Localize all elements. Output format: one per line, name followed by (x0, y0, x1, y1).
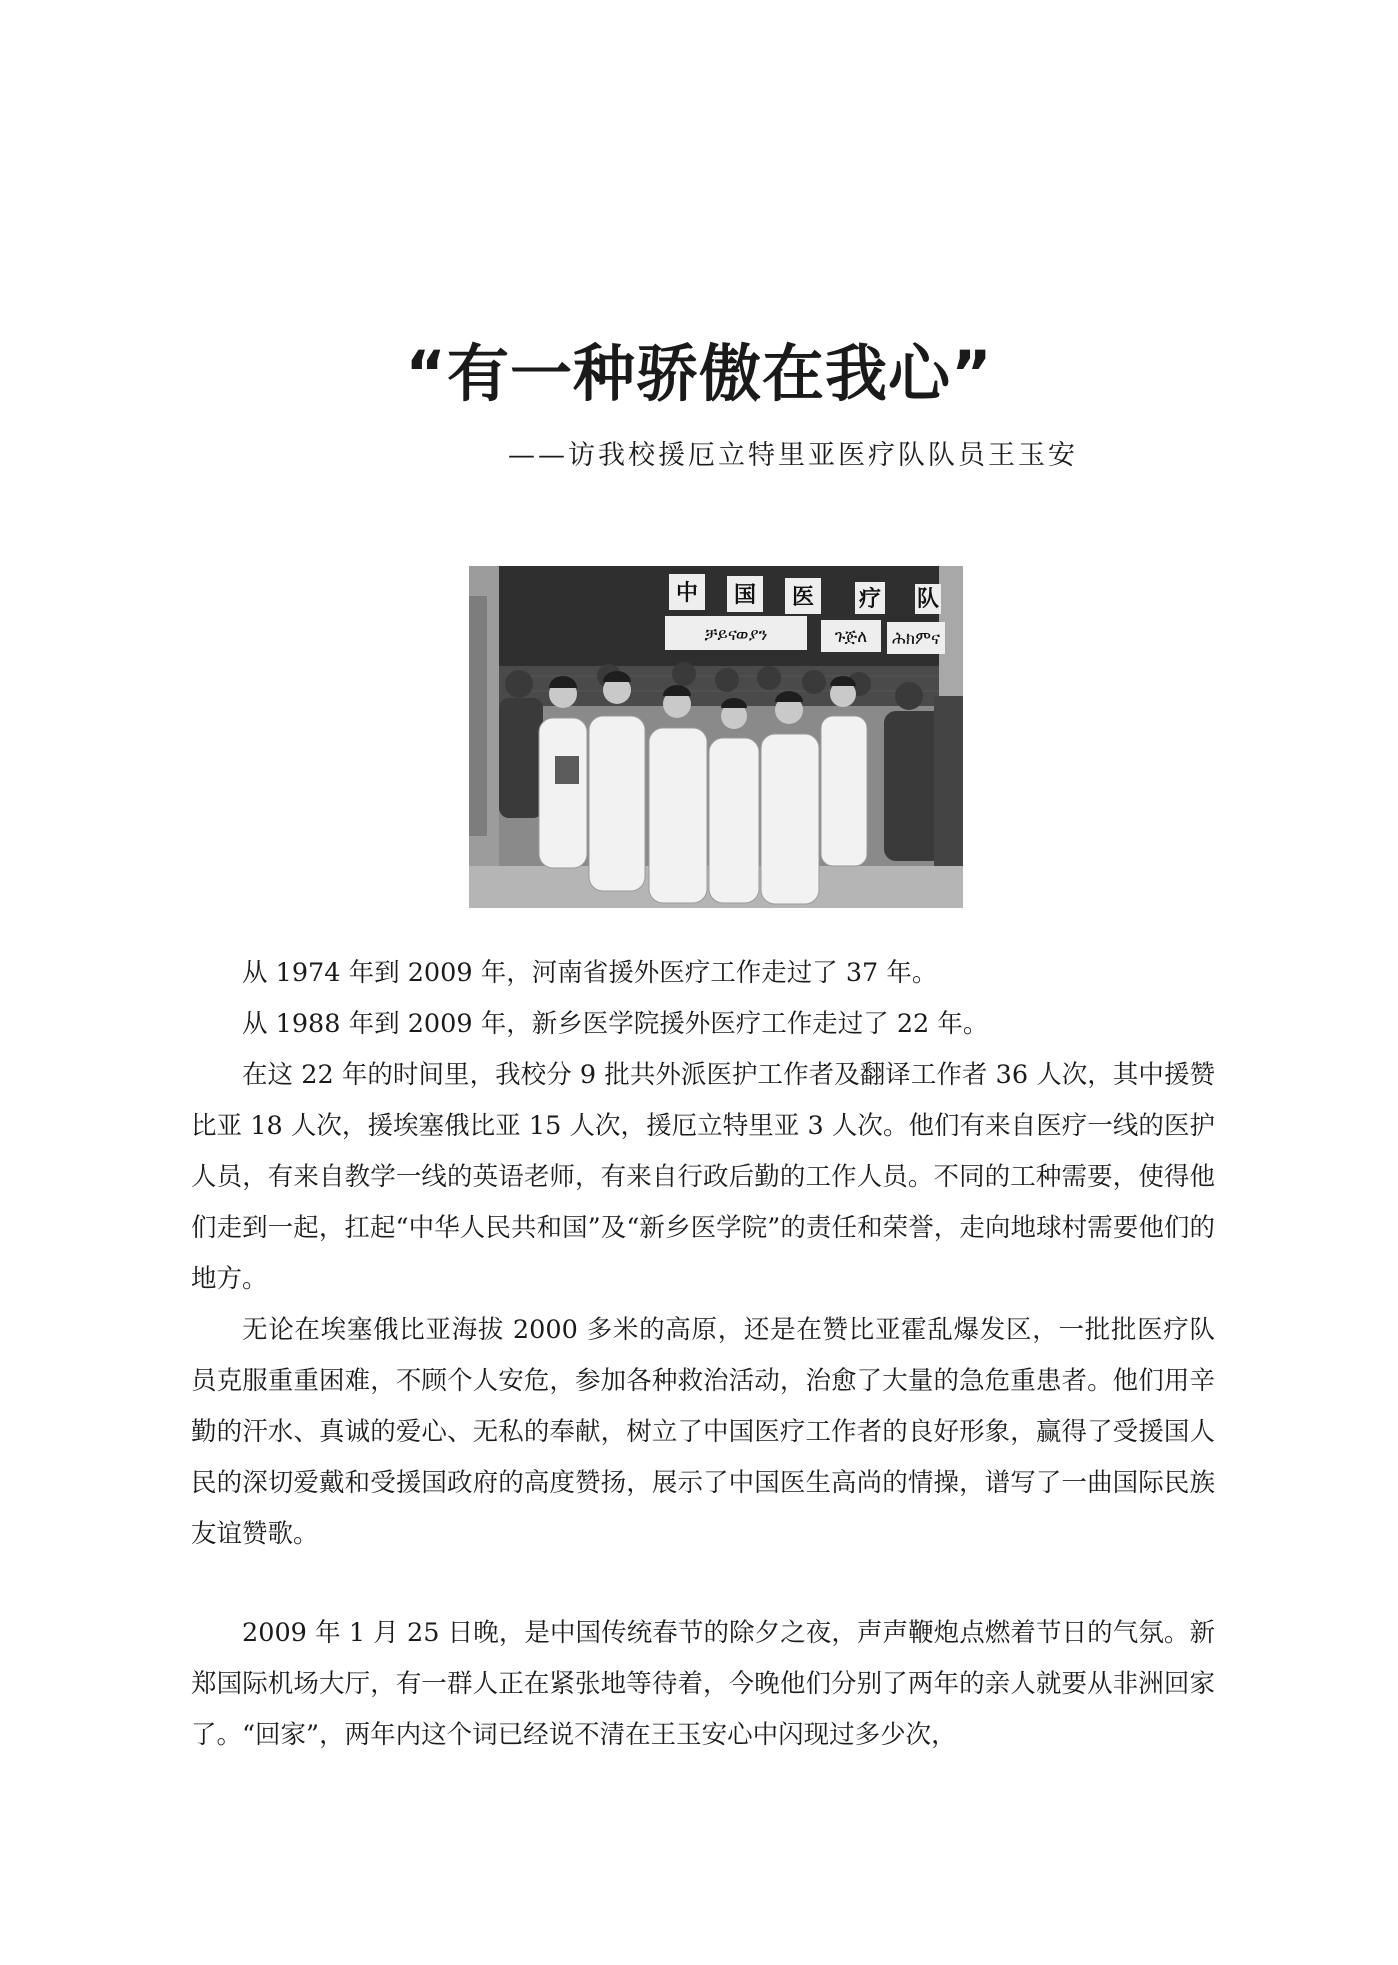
article-title: “有一种骄傲在我心” (405, 337, 993, 410)
sign-char: 队 (916, 587, 940, 612)
paragraph: 无论在埃塞俄比亚海拔 2000 多米的高原，还是在赞比亚霍乱爆发区，一批批医疗队员克服重重困难，不顾个人安危，参加各种救治活动，治愈了大量的急危重患者。他们用辛勤的汗水、真诚的爱心、无私的奉献，树立了中国医疗工作者的良好形象，赢得了受援国人民的深切爱戴和受援国政府的高度赞扬，展示了中国医生高尚的情操，谱写了一曲国际民族友谊赞歌。 (191, 1315, 1215, 1549)
article-subtitle: ——访我校援厄立特里亚医疗队队员王玉安 (508, 440, 1078, 471)
paragraph: 从 1974 年到 2009 年，河南省援外医疗工作走过了 37 年。 (242, 958, 938, 988)
sign-char: 疗 (858, 587, 882, 612)
paragraph: 在这 22 年的时间里，我校分 9 批共外派医护工作者及翻译工作者 36 人次，其中援赞比亚 18 人次，援埃塞俄比亚 15 人次，援厄立特里亚 3 人次。他们有来自医疗一线的医护人员，有来自教学一线的英语老师，有来自行政后勤的工作人员。不同的工种需要，使得他们走到一起，扛起“中华人民共和国”及“新乡医学院”的责任和荣誉，走向地球村需要他们的地方。 (191, 1060, 1215, 1294)
sign-text: ቻይናወያን (704, 625, 768, 645)
sign-text: ጉጅለ (834, 627, 868, 647)
sign-char: 中 (675, 581, 699, 606)
sign-char: 医 (791, 585, 815, 610)
article-body (191, 948, 1215, 1761)
paragraph: 从 1988 年到 2009 年，新乡医学院援外医疗工作走过了 22 年。 (242, 1009, 989, 1039)
paragraph-gap (191, 1560, 1215, 1608)
sign-char: 国 (733, 583, 757, 608)
sign-text: ሕክምና (892, 629, 940, 649)
paragraph: 2009 年 1 月 25 日晚，是中国传统春节的除夕之夜，声声鞭炮点燃着节日的气氛。新郑国际机场大厅，有一群人正在紧张地等待着，今晚他们分别了两年的亲人就要从非洲回家了。“回家”，两年内这个词已经说不清在王玉安心中闪现过多少次， (191, 1618, 1215, 1750)
team-photo (469, 566, 963, 908)
